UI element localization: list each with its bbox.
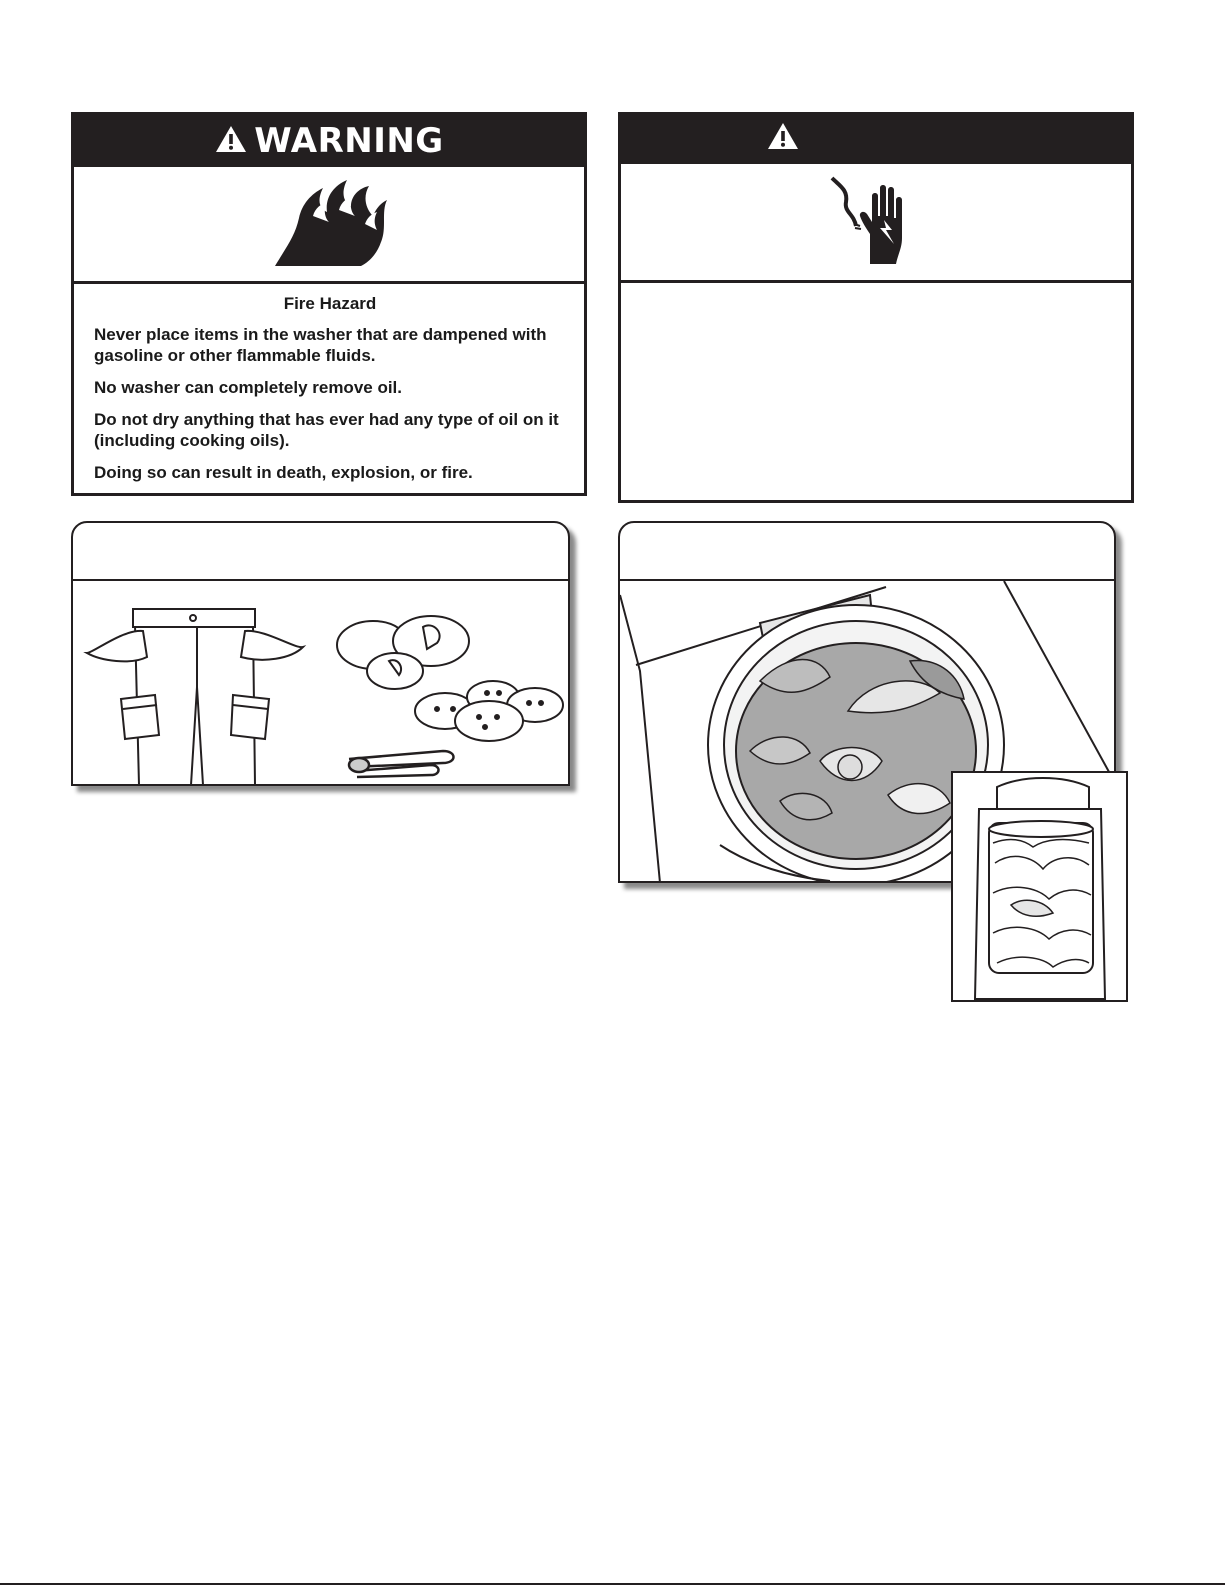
fire-icon [269,176,389,273]
washer-side-view-inset [951,771,1128,1002]
warning-title: WARNING [254,121,444,161]
shock-warning-header [621,115,1131,161]
empty-pockets-pants-icon [87,609,303,785]
fire-symbol-panel [74,167,584,284]
coins-icon [337,616,469,689]
shock-symbol-panel [621,161,1131,283]
warning-header [74,115,584,167]
electrical-shock-hand-icon [826,172,926,273]
buttons-icon [415,681,563,741]
illustration-header [620,523,1114,581]
safety-pins-icon [349,751,454,777]
illustration-header [73,523,568,581]
washer-load-side-view-icon [953,773,1126,1000]
warning-line: Never place items in the washer that are dampened with gasoline or other flammable fluids. [94,325,547,365]
shock-warning-box [618,112,1134,503]
fire-warning-text [74,284,584,483]
fire-hazard-title: Fire Hazard [283,294,377,313]
warning-line: Doing so can result in death, explosion, or fire. [94,463,473,482]
pockets-illustration [73,581,568,784]
warning-line: Do not dry anything that has ever had any type of oil on it (including cooking oils). [94,410,559,450]
fire-warning-box [71,112,587,496]
warning-triangle-icon [766,121,800,156]
warning-line: No washer can completely remove oil. [94,378,403,397]
warning-triangle-icon [214,124,248,159]
pockets-illustration-box [71,521,570,786]
